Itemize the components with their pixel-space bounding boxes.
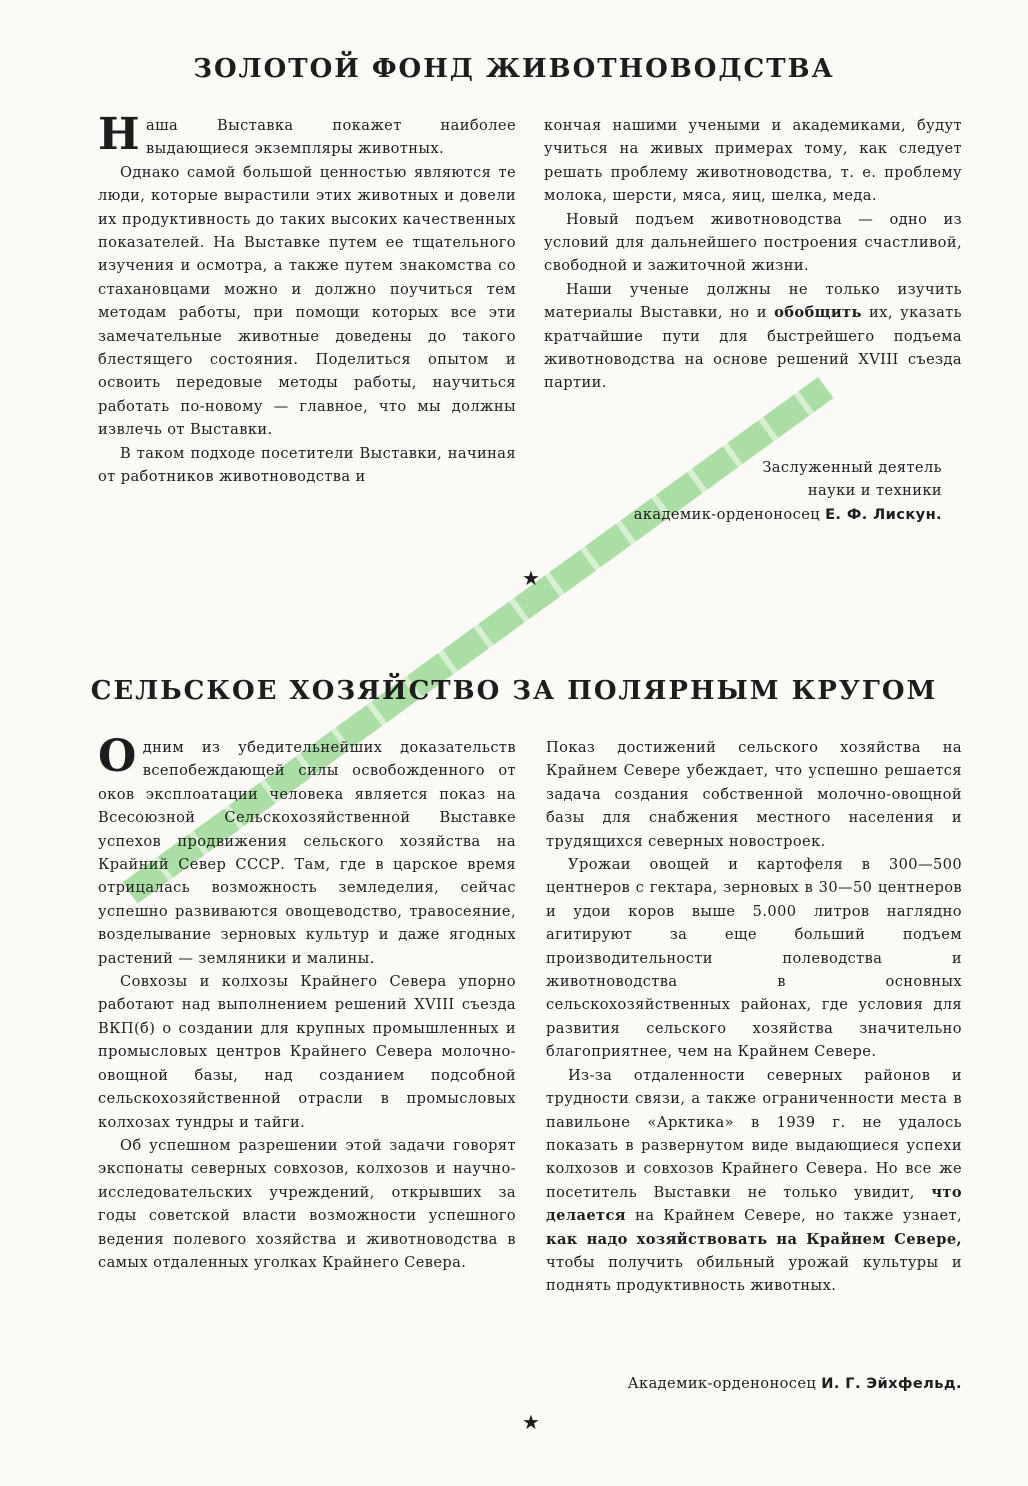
article2-paragraph: Совхозы и колхозы Крайнего Севера упорно работают над выполнением решений XVIII съезда ВКП(б) о создании для крупных промышленных и промысловых центров Крайнего Севера молочно-овощной базы, над созданием подсобной сельскохозяйственной отрасли в промысловых колхозах тундры и тайги.: [98, 973, 516, 1131]
article1-paragraph: кончая нашими учеными и академиками, будут учиться на живых примерах тому, как следует решать проблему животноводства, т. е. проблему молока, шерсти, мяса, яиц, шелка, меда.: [544, 117, 962, 205]
article2-paragraph: Об успешном разрешении этой задачи говорят экспонаты северных совхозов, колхозов и научно-исследовательских учреждений, открывших за годы советской власти возможности успешного ведения полевого хозяйства и животноводства в самых отдаленных уголках Крайнего Севера.: [98, 1136, 516, 1271]
article1-paragraph: Наши ученые должны не только изучить материалы Выставки, но и обобщить их, указать кратчайшие пути для быстрейшего подъема животноводства на основе решений XVIII съезда партии.: [544, 280, 963, 392]
article1-right-column: [544, 114, 962, 395]
author-name: И. Г. Эйхфельд.: [821, 1375, 962, 1392]
star-separator: ★: [522, 1410, 540, 1434]
article2-right-column: [546, 736, 962, 1298]
article2-paragraph: Урожаи овощей и картофеля в 300—500 центнеров с гектара, зерновых в 30—50 центнеров и удои коров выше 5.000 литров наглядно агитируют за еще больший подъем производительности полеводства и животноводства в основных сельскохозяйственных районах, где условия для развития сельского хозяйства значительно благоприятнее, чем на Крайнем Севере.: [546, 856, 962, 1061]
article2-title: СЕЛЬСКОЕ ХОЗЯЙСТВО ЗА ПОЛЯРНЫМ КРУГОМ: [90, 676, 938, 706]
article1-paragraph: В таком подходе посетители Выставки, начиная от работников животноводства и: [98, 444, 516, 486]
star-separator: ★: [522, 566, 540, 590]
author-name: Е. Ф. Лискун.: [825, 505, 942, 523]
drop-cap: О: [98, 731, 137, 782]
article2-signature: Академик-орденоносец И. Г. Эйхфельд.: [627, 1375, 962, 1392]
article2-paragraph: Одним из убедительнейших доказательств всепобеждающей силы освобожденного от оков эксплоатации человека является показ на Всесоюзной Сельскохозяйственной Выставке успехов продвижения сельского хозяйства на Крайний Север СССР. Там, где в царское время отрицалась возможность земледелия, сейчас успешно развиваются овощеводство, травосеяние, возделывание зерновых культур и даже ягодных растений — земляники и малины.: [98, 731, 516, 967]
article1-paragraph: Наша Выставка покажет наиболее выдающиеся экземпляры животных.: [98, 109, 516, 160]
article1-title: ЗОЛОТОЙ ФОНД ЖИВОТНОВОДСТВА: [193, 54, 835, 84]
article2-paragraph: Показ достижений сельского хозяйства на Крайнем Севере убеждает, что успешно решается задача создания собственной молочно-овощной базы для снабжения местного населения и трудящихся северных новостроек.: [546, 739, 962, 850]
article1-paragraph: Однако самой большой ценностью являются те люди, которые вырастили этих животных и довели их продуктивность до таких высоких качественных показателей. На Выставке путем ее тщательного изучения и осмотра, а также путем знакомства со стахановцами можно и должно поучиться тем методам работы, при помощи которых все эти замечательные животные доведены до такого блестящего состояния. Поделиться опытом и освоить передовые методы работы, научиться работать по-новому — главное, что мы должны извлечь от Выставки.: [98, 163, 516, 439]
article2-left-column: [98, 731, 516, 1274]
article1-paragraph: Новый подъем животноводства — одно из условий для дальнейшего построения счастливой, свободной и зажиточной жизни.: [544, 210, 962, 275]
article2-paragraph: Из-за отдаленности северных районов и трудности связи, а также ограниченности места в павильоне «Арктика» в 1939 г. не удалось показать в развернутом виде выдающиеся успехи колхозов и совхозов Крайнего Севера. Но все же посетитель Выставки не только увидит, что делается на Крайнем Севере, но также узнает, как надо хозяйствовать на Крайнем Севере, чтобы получить обильный урожай культуры и поднять продуктивность животных.: [546, 1066, 962, 1295]
article1-left-column: [98, 109, 516, 489]
drop-cap: Н: [98, 109, 140, 160]
article1-signature: Заслуженный деятель науки и техники академик-орденоносец Е. Ф. Лискун.: [633, 459, 942, 523]
